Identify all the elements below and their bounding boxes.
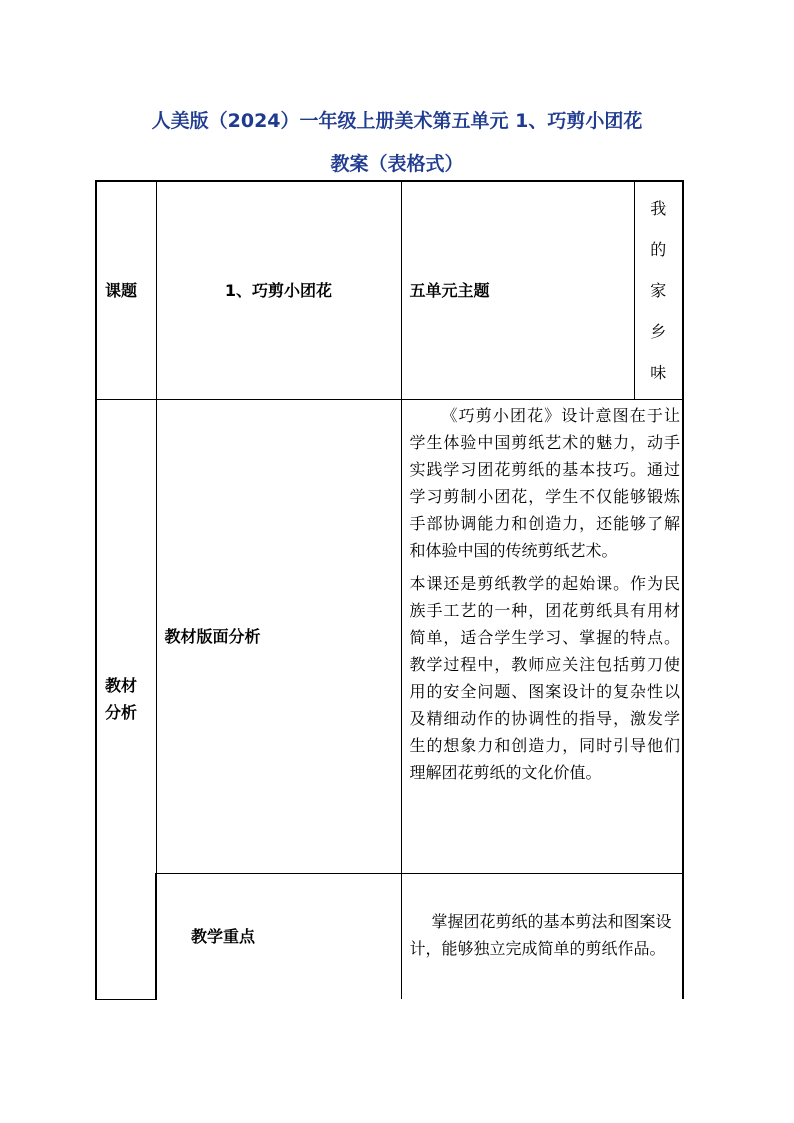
unit-theme-char: 我: [650, 198, 667, 218]
unit-theme-value-cell: [634, 181, 683, 399]
textbook-analysis-label: 教材版面分析: [164, 626, 261, 646]
lesson-title-cell: [156, 181, 401, 399]
lesson-title: 1、巧剪小团花: [224, 280, 333, 300]
unit-theme-char: 乡: [650, 321, 667, 341]
unit-theme-char: 家: [650, 280, 667, 300]
teaching-focus-content-cell: [401, 873, 683, 999]
topic-label-cell: [96, 181, 156, 399]
unit-theme-label: 五单元主题: [409, 280, 490, 300]
table-row-material-analysis: [96, 399, 683, 873]
table-row-teaching-focus: [96, 873, 683, 999]
unit-theme-char: 的: [650, 239, 667, 259]
material-analysis-label-line2: 分析: [105, 703, 138, 722]
document-title-line1: 人美版（2024）一年级上册美术第五单元 1、巧剪小团花: [151, 110, 643, 132]
textbook-analysis-content: [401, 399, 683, 873]
textbook-analysis-label-cell: [156, 399, 401, 873]
table-row-topic: [96, 181, 683, 399]
teaching-focus-label-cell: [156, 873, 401, 999]
analysis-paragraph-1: 《巧剪小团花》设计意图在于让学生体验中国剪纸艺术的魅力，动手实践学习团花剪纸的基本技巧。通过学习剪制小团花，学生不仅能够锻炼手部协调能力和创造力，还能够了解和体验中国的传统剪纸艺术。: [409, 405, 680, 560]
topic-label: 课题: [105, 280, 138, 300]
material-analysis-label-cell: [96, 399, 156, 999]
teaching-focus-content: 掌握团花剪纸的基本剪法和图案设计，能够独立完成简单的剪纸作品。: [409, 912, 672, 959]
analysis-paragraph-2: 本课还是剪纸教学的起始课。作为民族手工艺的一种，团花剪纸具有用材简单，适合学生学习、掌握的特点。教学过程中，教师应关注包括剪刀使用的安全问题、图案设计的复杂性以及精细动作的协调性的指导，激发学生的想象力和创造力，同时引导他们理解团花剪纸的文化价值。: [409, 573, 680, 782]
teaching-focus-label: 教学重点: [191, 926, 256, 946]
unit-theme-char: 味: [650, 362, 667, 382]
unit-theme-label-cell: [401, 181, 634, 399]
document-title-line2: 教案（表格式）: [330, 153, 464, 175]
lesson-plan-table: [95, 180, 684, 1000]
material-analysis-label-line1: 教材: [105, 676, 138, 695]
